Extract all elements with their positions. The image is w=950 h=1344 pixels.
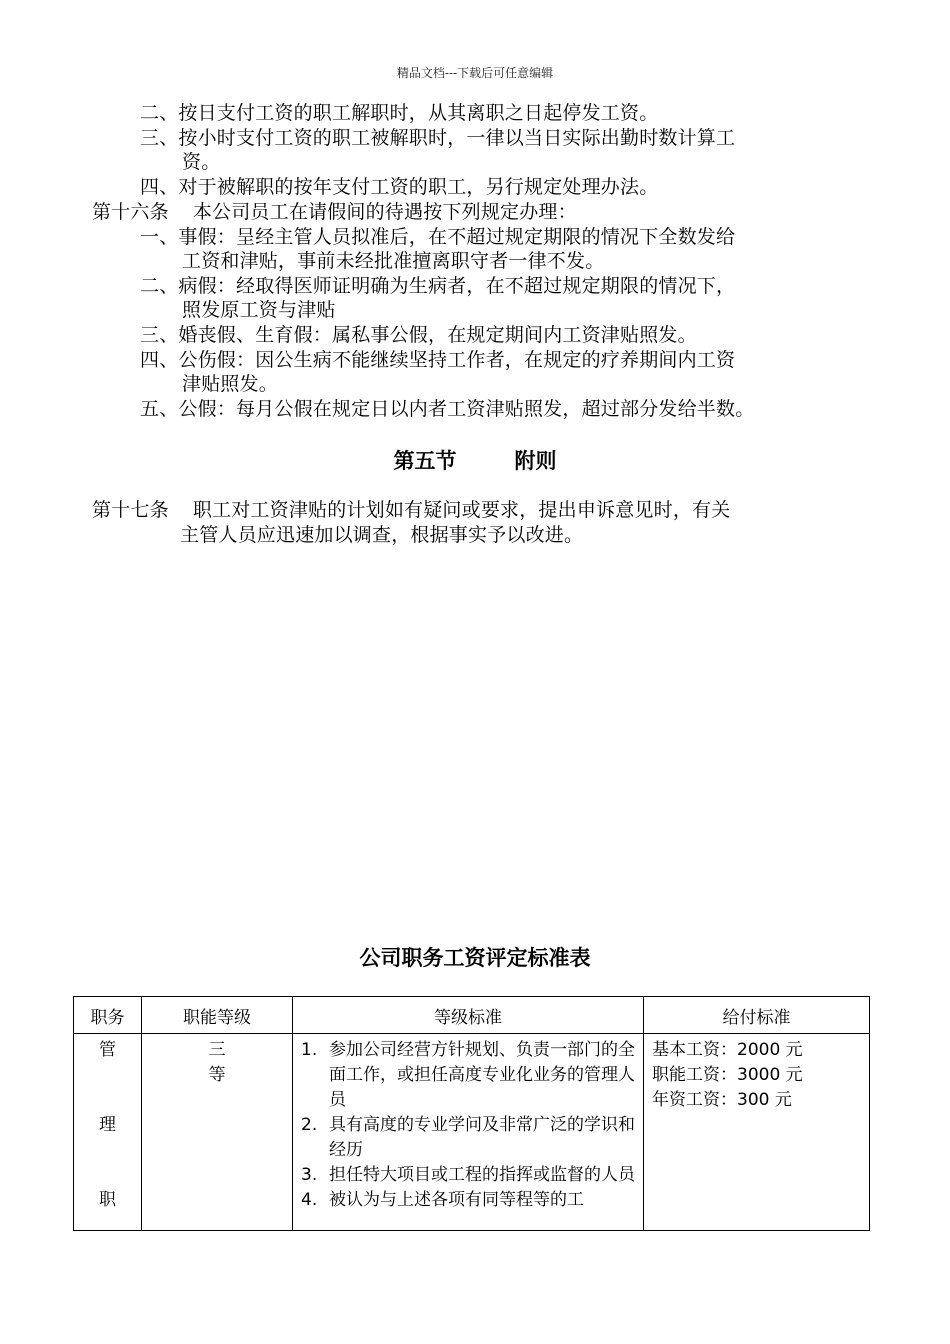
page-header: 精品文档---下载后可任意编辑 [396,66,554,80]
clause-line: 资。 [182,151,221,173]
article-number: 第十六条 [92,201,169,223]
item-text: 具有高度的专业学问及非常广泛的学识和经历 [329,1115,635,1160]
pay-line: 职能工资：3000 元 [652,1065,803,1085]
list-item [301,1163,637,1188]
role-cell [74,1034,142,1231]
table-header-row [74,997,870,1034]
clause-line: 四、对于被解职的按年支付工资的职工，另行规定处理办法。 [140,176,659,198]
section-name: 附则 [514,449,557,473]
list-item [301,1113,637,1163]
section-title [0,447,950,475]
clause-line: 五、公假：每月公假在规定日以内者工资津贴照发，超过部分发给半数。 [140,398,755,420]
section-number: 第五节 [393,449,457,473]
role-char: 理 [99,1115,116,1135]
clause-line: 三、按小时支付工资的职工被解职时，一律以当日实际出勤时数计算工 [140,127,736,149]
article-number: 第十七条 [92,499,169,521]
clause-line: 照发原工资与津贴 [182,299,336,321]
pay-line: 基本工资：2000 元 [652,1040,803,1060]
article-text: 职工对工资津贴的计划如有疑问或要求，提出申诉意见时，有关 [192,499,731,521]
salary-standard-table [73,996,870,1231]
item-number: 3. [301,1165,318,1185]
clause-line: 三、婚丧假、生育假：属私事公假，在规定期间内工资津贴照发。 [140,324,697,346]
clause-line: 一、事假：呈经主管人员拟准后，在不超过规定期限的情况下全数发给 [140,226,736,248]
item-text: 被认为与上述各项有同等程等的工 [329,1190,584,1210]
col-header-criteria: 等级标准 [293,997,644,1034]
col-header-level: 职能等级 [142,997,293,1034]
article-16 [92,200,577,224]
clause-line: 四、公伤假：因公生病不能继续坚持工作者，在规定的疗养期间内工资 [140,349,736,371]
pay-cell [644,1034,870,1231]
level-char: 三 [208,1040,226,1060]
table-title: 公司职务工资评定标准表 [359,946,591,970]
item-number: 1. [301,1040,318,1060]
pay-line: 年资工资：300 元 [652,1090,792,1110]
clause-line: 二、病假：经取得医师证明确为生病者，在不超过规定期限的情况下， [140,275,736,297]
col-header-pay: 给付标准 [644,997,870,1034]
col-header-role: 职务 [74,997,142,1034]
level-cell [142,1034,293,1231]
clause-line: 津贴照发。 [182,373,279,395]
list-item [301,1188,637,1213]
item-text: 担任特大项目或工程的指挥或监督的人员 [329,1165,635,1185]
clause-line: 工资和津贴，事前未经批准擅离职守者一律不发。 [182,250,605,272]
article-17-cont: 主管人员应迅速加以调查，根据事实予以改进。 [180,524,584,546]
criteria-cell [293,1034,644,1231]
role-char: 管 [99,1040,116,1060]
role-char: 职 [99,1190,116,1210]
item-text: 参加公司经营方针规划、负责一部门的全面工作，或担任高度专业化业务的管理人员 [329,1040,635,1110]
article-text: 本公司员工在请假间的待遇按下列规定办理： [192,201,577,223]
clause-line: 二、按日支付工资的职工解职时，从其离职之日起停发工资。 [140,102,659,124]
table-row [74,1034,870,1231]
article-17 [92,498,730,522]
item-number: 2. [301,1115,318,1135]
level-char: 等 [208,1065,226,1085]
list-item [301,1038,637,1113]
item-number: 4. [301,1190,318,1210]
